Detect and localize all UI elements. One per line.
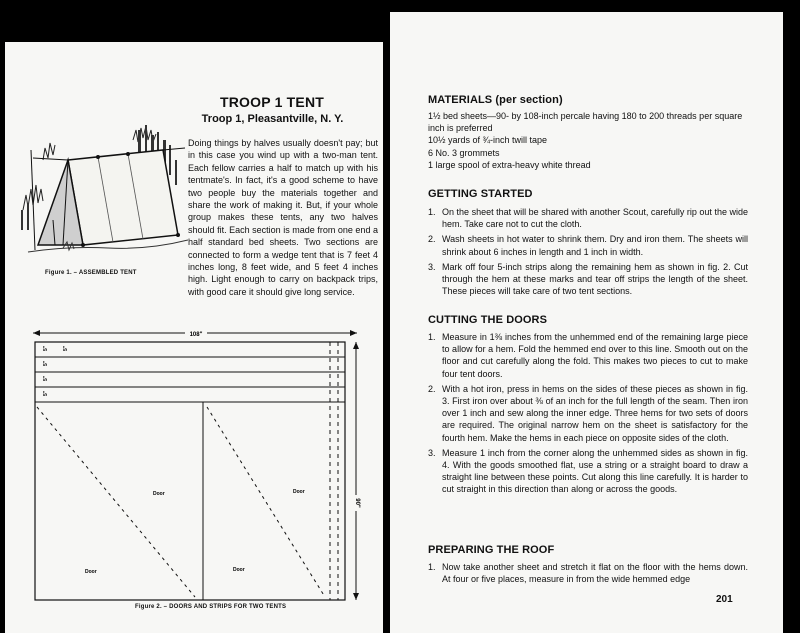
- door-label: Door: [85, 569, 97, 575]
- list-item: [428, 261, 748, 298]
- preparing-roof-heading: PREPARING THE ROOF: [428, 544, 555, 556]
- step-number: 1.: [428, 207, 436, 217]
- door-label: Door: [233, 567, 245, 573]
- step-number: 1.: [428, 562, 436, 572]
- strip-label: 5": [63, 345, 69, 351]
- list-item: [428, 383, 748, 444]
- page-subtitle: Troop 1, Pleasantville, N. Y.: [201, 113, 344, 125]
- strip-label: 5": [43, 360, 49, 366]
- door-label: Door: [293, 489, 305, 495]
- materials-item: 6 No. 3 grommets: [428, 147, 500, 158]
- step-text: Now take another sheet and stretch it flat on the floor with the hems down. At four or five places, measure in from the wide hemmed edge: [442, 562, 748, 585]
- figure-1-caption: Figure 1. – ASSEMBLED TENT: [45, 270, 137, 276]
- list-item: [428, 331, 748, 380]
- step-number: 3.: [428, 447, 436, 458]
- getting-started-steps: [428, 206, 748, 300]
- page-title: TROOP 1 TENT: [219, 94, 325, 110]
- step-number: 3.: [428, 261, 436, 272]
- width-dimension-label: 108": [189, 332, 203, 338]
- strip-label: 5": [43, 390, 49, 396]
- materials-heading: MATERIALS (per section): [428, 94, 563, 106]
- left-page: [5, 42, 383, 633]
- right-page: [390, 12, 783, 633]
- step-text: Measure in 1⅜ inches from the unhemmed end of the remaining large piece to allow for a hem. Fold the hemmed end over to this line. Smooth out on the floor and cut carefully along the fold. This makes two pieces to cut to make four tent doors.: [442, 332, 748, 379]
- step-text: With a hot iron, press in hems on the sides of these pieces as shown in fig. 3. First iron over about ⅜ of an inch for the full length of the seam. Then iron over 1 inch and sew along the inner edge. Three hems for two sets of doors are required. The original narrow hem on the sheet is satisfactory for the fourth hem. Make the hems in each piece on opposite sides of the cloth.: [442, 383, 748, 443]
- materials-item: 10½ yards of ¾-inch twill tape: [428, 135, 548, 146]
- intro-paragraph: Doing things by halves usually doesn't pay; but in this case you wind up with a two-man tent. Each fellow carries a half to match up with his tentmate's. In fact, it's a good scheme to have two people buy the materials together and share the work of making it. But, if your whole group makes these tents, any two halves should fit. Each section is made from one end a half standard bed sheets. Two sections are connected to form a wedge tent that is 7 feet 4 inches long, 8 feet wide, and 5 feet 4 inches high. Light enough to carry on backpack trips, with good care it should give long service.: [188, 138, 378, 297]
- preparing-roof-steps: [428, 561, 748, 588]
- step-number: 2.: [428, 234, 436, 245]
- step-text: Wash sheets in hot water to shrink them. Dry and iron them. The sheets will shrink about 6 inches in length and 1 inch in width.: [442, 234, 748, 257]
- step-number: 2.: [428, 383, 436, 394]
- cutting-doors-steps: [428, 331, 748, 499]
- materials-item: 1½ bed sheets—90- by 108-inch percale having 180 to 200 threads per square inch is preferred: [428, 111, 743, 134]
- figure-2-caption: Figure 2. – DOORS AND STRIPS FOR TWO TENTS: [135, 604, 287, 610]
- materials-item: 1 large spool of extra-heavy white thread: [428, 159, 591, 170]
- step-text: Mark off four 5-inch strips along the remaining hem as shown in fig. 2. Cut through the hem at these marks and tear off strips the length of the sheet. These pieces will take care of two tent sections.: [442, 261, 748, 297]
- strip-label: 5": [43, 345, 49, 351]
- page-number: 201: [716, 594, 733, 605]
- step-text: Measure 1 inch from the corner along the unhemmed sides as shown in fig. 4. With the goods smoothed flat, use a string or a straight board to draw a straight line between these points. Cut along this line carefully. It is harder to cut straight in this direction than along or across the goods.: [442, 447, 748, 495]
- materials-list: [428, 110, 748, 171]
- getting-started-heading: GETTING STARTED: [428, 188, 533, 200]
- strip-label: 5": [43, 375, 49, 381]
- list-item: [428, 206, 748, 230]
- list-item: [428, 561, 748, 585]
- cutting-doors-heading: CUTTING THE DOORS: [428, 314, 548, 326]
- door-label: Door: [153, 491, 165, 497]
- list-item: [428, 233, 748, 257]
- step-text: On the sheet that will be shared with another Scout, carefully rip out the wide hem. Take care not to cut the cloth.: [442, 207, 748, 230]
- doors-and-strips-diagram: [25, 325, 365, 603]
- list-item: [428, 447, 748, 496]
- step-number: 1.: [428, 332, 436, 342]
- height-dimension-label: 90": [354, 498, 360, 508]
- assembled-tent-illustration: [13, 120, 188, 265]
